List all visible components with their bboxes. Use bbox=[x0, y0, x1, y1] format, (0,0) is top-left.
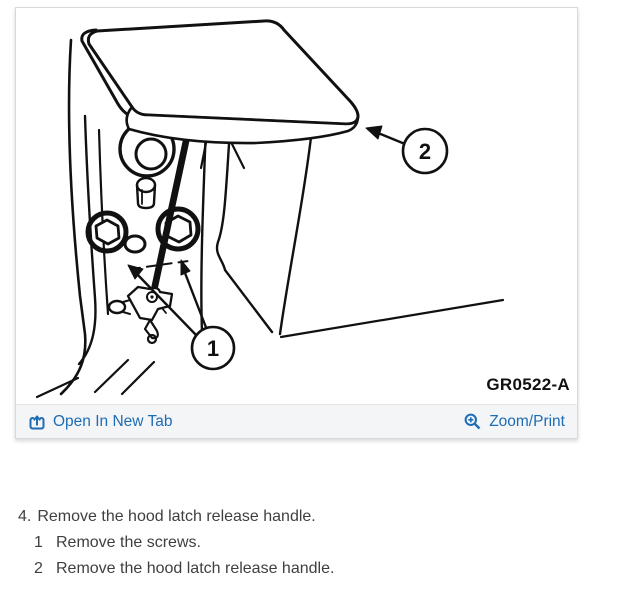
technical-diagram bbox=[16, 8, 577, 403]
substep-2-line bbox=[34, 556, 334, 582]
zoom-print-label: Zoom/Print bbox=[489, 412, 565, 430]
open-in-new-tab-icon bbox=[28, 413, 46, 431]
substep-1-text: Remove the screws. bbox=[56, 534, 201, 551]
zoom-print-link[interactable] bbox=[463, 412, 565, 431]
substep-2-number: 2 bbox=[34, 560, 43, 577]
instruction-text-block bbox=[18, 504, 334, 582]
callout-2-number: 2 bbox=[418, 139, 432, 164]
open-in-new-tab-label: Open In New Tab bbox=[53, 412, 173, 430]
figure-card bbox=[15, 7, 578, 439]
step-number: 4. bbox=[18, 508, 32, 525]
hood-latch-drawing bbox=[16, 8, 577, 403]
substep-1-line bbox=[34, 530, 334, 556]
magnifier-plus-icon bbox=[463, 412, 482, 431]
substep-2-text: Remove the hood latch release handle. bbox=[56, 560, 335, 577]
substep-1-number: 1 bbox=[34, 534, 43, 551]
figure-toolbar bbox=[16, 404, 577, 438]
open-in-new-tab-link[interactable] bbox=[28, 413, 172, 431]
step-text: Remove the hood latch release handle. bbox=[37, 508, 316, 525]
step-4-line bbox=[18, 504, 334, 530]
figure-id-label: GR0522-A bbox=[486, 375, 570, 394]
callout-1-number: 1 bbox=[206, 336, 220, 361]
